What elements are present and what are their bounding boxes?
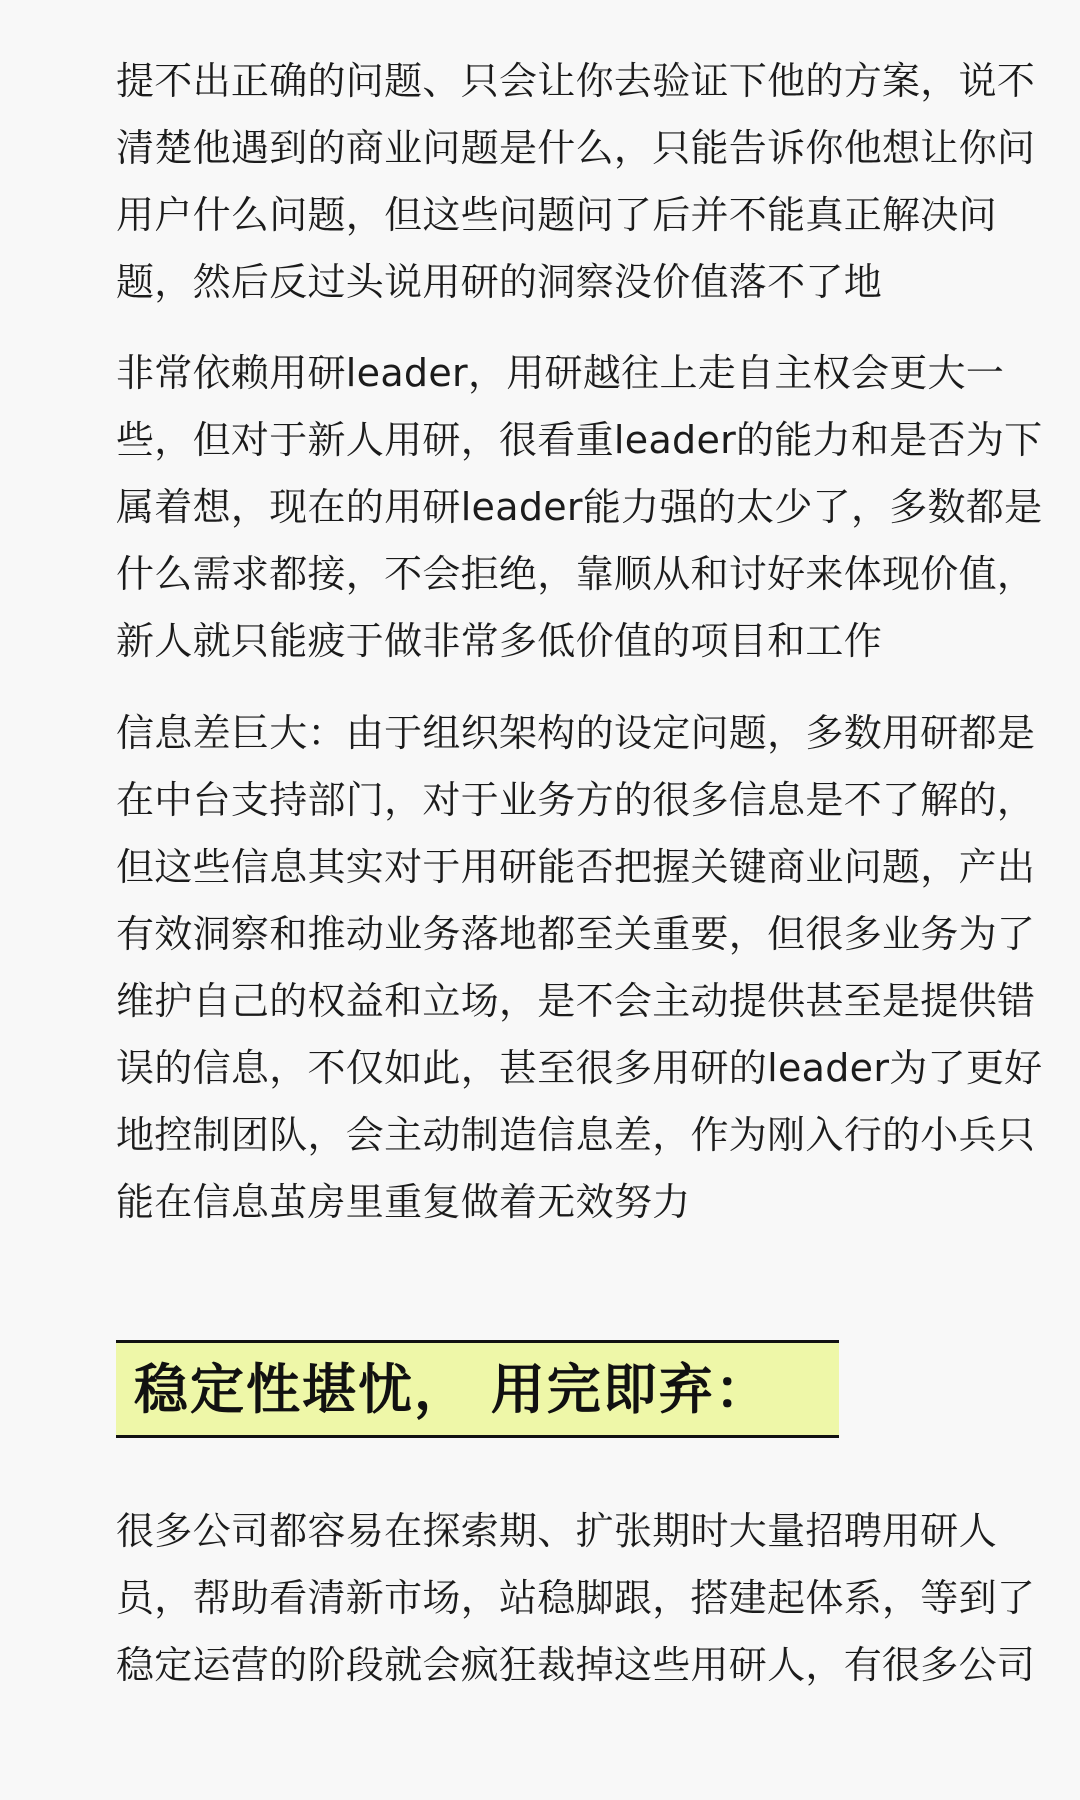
text-line: 提不出正确的问题、只会让你去验证下他的方案，说不 xyxy=(116,59,1036,103)
text-line: 有效洞察和推动业务落地都至关重要，但很多业务为了 xyxy=(116,912,1036,956)
paragraph-information-gap xyxy=(116,700,1043,1236)
text-line: 清楚他遇到的商业问题是什么，只能告诉你他想让你问 xyxy=(116,126,1036,170)
text-line: 地控制团队，会主动制造信息差，作为刚入行的小兵只 xyxy=(116,1113,1036,1157)
text-line: 信息差巨大：由于组织架构的设定问题，多数用研都是 xyxy=(116,711,1036,755)
text-line: 员，帮助看清新市场，站稳脚跟，搭建起体系，等到了 xyxy=(116,1576,1036,1620)
text-line: 能在信息茧房里重复做着无效努力 xyxy=(116,1180,691,1224)
paragraph-leader-problems xyxy=(116,48,1036,316)
text-line: 题，然后反过头说用研的洞察没价值落不了地 xyxy=(116,260,883,304)
text-line: 误的信息，不仅如此，甚至很多用研的leader为了更好 xyxy=(116,1046,1043,1090)
section-heading-box xyxy=(116,1340,839,1438)
text-line: 在中台支持部门，对于业务方的很多信息是不了解的， xyxy=(116,778,1036,822)
text-line: 非常依赖用研leader，用研越往上走自主权会更大一 xyxy=(116,351,1005,395)
text-line: 属着想，现在的用研leader能力强的太少了，多数都是 xyxy=(116,485,1043,529)
text-line: 但这些信息其实对于用研能否把握关键商业问题，产出 xyxy=(116,845,1036,889)
text-line: 新人就只能疲于做非常多低价值的项目和工作 xyxy=(116,619,883,663)
text-line: 用户什么问题，但这些问题问了后并不能真正解决问 xyxy=(116,193,997,237)
text-line: 很多公司都容易在探索期、扩张期时大量招聘用研人 xyxy=(116,1509,997,1553)
paragraph-leader-dependence xyxy=(116,340,1043,675)
text-line: 什么需求都接，不会拒绝，靠顺从和讨好来体现价值， xyxy=(116,552,1036,596)
text-line: 稳定运营的阶段就会疯狂裁掉这些用研人，有很多公司 xyxy=(116,1643,1036,1687)
section-heading: 稳定性堪忧， 用完即弃： xyxy=(134,1358,771,1421)
paragraph-stability xyxy=(116,1498,1036,1699)
text-line: 些，但对于新人用研，很看重leader的能力和是否为下 xyxy=(116,418,1043,462)
text-line: 维护自己的权益和立场，是不会主动提供甚至是提供错 xyxy=(116,979,1036,1023)
